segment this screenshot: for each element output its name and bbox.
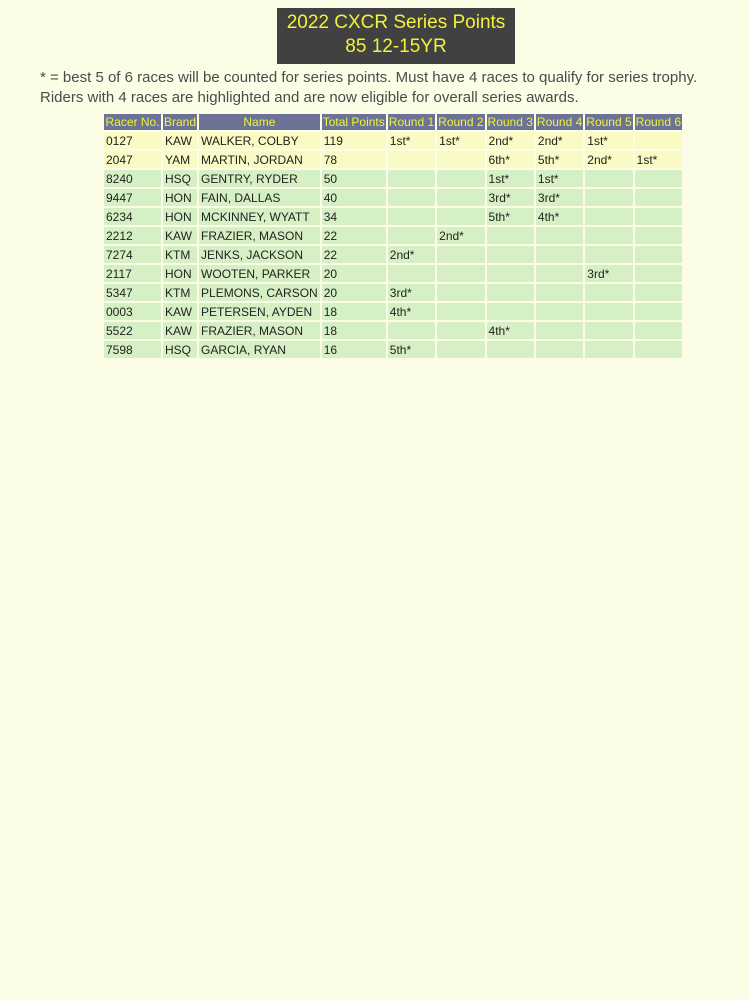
round-6-cell [635,246,682,263]
name-cell: FRAZIER, MASON [199,227,320,244]
header-total-points: Total Points [322,115,385,129]
header-round-2: Round 2 [438,115,484,129]
header-round-3: Round 3 [487,115,533,129]
note-scoring-rule: * = best 5 of 6 races will be counted for series points. Must have 4 races to qualify for series trophy. [40,69,698,86]
brand-cell: HON [163,189,197,206]
round-1-cell: 4th* [388,303,435,320]
round-2-cell [437,284,484,301]
name-cell: MCKINNEY, WYATT [199,208,320,225]
round-6-cell [635,284,682,301]
racer-no-cell: 7598 [104,341,161,358]
racer-no-cell: 8240 [104,170,161,187]
round-4-cell [536,322,583,339]
table-row [104,170,682,187]
round-6-cell [635,341,682,358]
brand-cell: HON [163,265,197,282]
total-points-cell: 50 [322,170,386,187]
round-3-cell: 2nd* [487,132,534,149]
brand-cell: HON [163,208,197,225]
round-4-cell [536,265,583,282]
header-name: Name [199,114,320,130]
round-2-cell [437,246,484,263]
round-3-cell [487,341,534,358]
round-3-cell: 4th* [487,322,534,339]
name-cell: WALKER, COLBY [199,132,320,149]
brand-cell: KAW [163,303,197,320]
total-points-cell: 40 [322,189,386,206]
table-row [104,303,682,320]
total-points-cell: 34 [322,208,386,225]
round-2-cell: 1st* [437,132,484,149]
round-1-cell: 1st* [388,132,435,149]
round-1-cell [388,265,435,282]
round-4-cell: 5th* [536,151,583,168]
points-table [102,112,684,360]
racer-no-cell: 2047 [104,151,161,168]
brand-cell: KTM [163,246,197,263]
round-5-cell [585,227,632,244]
name-cell: JENKS, JACKSON [199,246,320,263]
title-line-class: 85 12-15YR [345,36,447,57]
racer-no-cell: 6234 [104,208,161,225]
round-4-cell: 2nd* [536,132,583,149]
round-3-cell: 3rd* [487,189,534,206]
table-row [104,284,682,301]
round-4-cell: 1st* [536,170,583,187]
total-points-cell: 22 [322,246,386,263]
round-3-cell: 5th* [487,208,534,225]
round-5-cell [585,284,632,301]
name-cell: PETERSEN, AYDEN [199,303,320,320]
round-2-cell [437,265,484,282]
round-5-cell [585,189,632,206]
round-6-cell [635,322,682,339]
round-4-cell: 3rd* [536,189,583,206]
round-6-cell [635,265,682,282]
name-cell: FAIN, DALLAS [199,189,320,206]
points-table-body [104,132,682,358]
round-4-cell [536,341,583,358]
total-points-cell: 119 [322,132,386,149]
round-5-cell: 2nd* [585,151,632,168]
round-2-cell [437,303,484,320]
total-points-cell: 22 [322,227,386,244]
round-4-cell: 4th* [536,208,583,225]
round-6-cell [635,303,682,320]
name-cell: MARTIN, JORDAN [199,151,320,168]
round-1-cell: 2nd* [388,246,435,263]
total-points-cell: 18 [322,322,386,339]
racer-no-cell: 2212 [104,227,161,244]
brand-cell: KAW [163,322,197,339]
racer-no-cell: 2117 [104,265,161,282]
round-5-cell [585,341,632,358]
table-row [104,151,682,168]
total-points-cell: 20 [322,265,386,282]
round-3-cell [487,284,534,301]
round-5-cell [585,170,632,187]
round-2-cell [437,170,484,187]
table-row [104,208,682,225]
round-4-cell [536,227,583,244]
notes [40,68,749,108]
header-round-5: Round 5 [586,115,632,129]
table-row [104,227,682,244]
round-6-cell [635,227,682,244]
brand-cell: KAW [163,132,197,149]
round-3-cell: 1st* [487,170,534,187]
round-2-cell [437,189,484,206]
racer-no-cell: 0127 [104,132,161,149]
round-6-cell [635,170,682,187]
brand-cell: HSQ [163,341,197,358]
table-row [104,265,682,282]
round-3-cell [487,265,534,282]
round-1-cell [388,151,435,168]
table-row [104,341,682,358]
round-5-cell [585,208,632,225]
header-round-1: Round 1 [388,115,435,129]
round-5-cell [585,303,632,320]
round-1-cell: 5th* [388,341,435,358]
name-cell: PLEMONS, CARSON [201,285,318,300]
round-1-cell: 3rd* [388,284,435,301]
header-round-4: Round 4 [536,115,583,129]
round-4-cell [536,284,583,301]
round-6-cell [635,208,682,225]
round-4-cell [536,246,583,263]
round-1-cell [388,227,435,244]
round-4-cell [536,303,583,320]
total-points-cell: 18 [322,303,386,320]
total-points-cell: 20 [322,284,386,301]
total-points-cell: 16 [322,341,386,358]
note-highlight-rule: Riders with 4 races are highlighted and are now eligible for overall series awards. [40,89,579,106]
racer-no-cell: 7274 [104,246,161,263]
brand-cell: HSQ [163,170,197,187]
round-2-cell [437,322,484,339]
name-cell: GENTRY, RYDER [199,170,320,187]
header-racer-no: Racer No. [105,115,160,129]
brand-cell: KTM [163,284,197,301]
round-1-cell [388,322,435,339]
round-2-cell [437,208,484,225]
round-5-cell: 3rd* [585,265,632,282]
round-6-cell [635,189,682,206]
name-cell: FRAZIER, MASON [199,322,320,339]
header-brand: Brand [164,115,197,129]
round-6-cell [635,132,682,149]
table-row [104,132,682,149]
round-2-cell [437,341,484,358]
racer-no-cell: 0003 [104,303,161,320]
round-1-cell [388,208,435,225]
table-row [104,322,682,339]
round-1-cell [388,189,435,206]
table-header-row [104,114,682,130]
header-round-6: Round 6 [635,115,682,129]
round-6-cell: 1st* [635,151,682,168]
round-2-cell [437,151,484,168]
brand-cell: YAM [163,151,197,168]
table-row [104,246,682,263]
table-row [104,189,682,206]
round-1-cell [388,170,435,187]
racer-no-cell: 9447 [104,189,161,206]
racer-no-cell: 5522 [104,322,161,339]
round-3-cell [487,303,534,320]
total-points-cell: 78 [322,151,386,168]
round-5-cell [585,322,632,339]
page-title [277,8,515,64]
round-5-cell [585,246,632,263]
brand-cell: KAW [163,227,197,244]
racer-no-cell: 5347 [104,284,161,301]
round-3-cell: 6th* [487,151,534,168]
name-cell: GARCIA, RYAN [199,341,320,358]
name-cell: WOOTEN, PARKER [199,265,320,282]
round-3-cell [487,227,534,244]
round-2-cell: 2nd* [437,227,484,244]
round-3-cell [487,246,534,263]
title-line-series: 2022 CXCR Series Points [286,12,506,33]
round-5-cell: 1st* [585,132,632,149]
